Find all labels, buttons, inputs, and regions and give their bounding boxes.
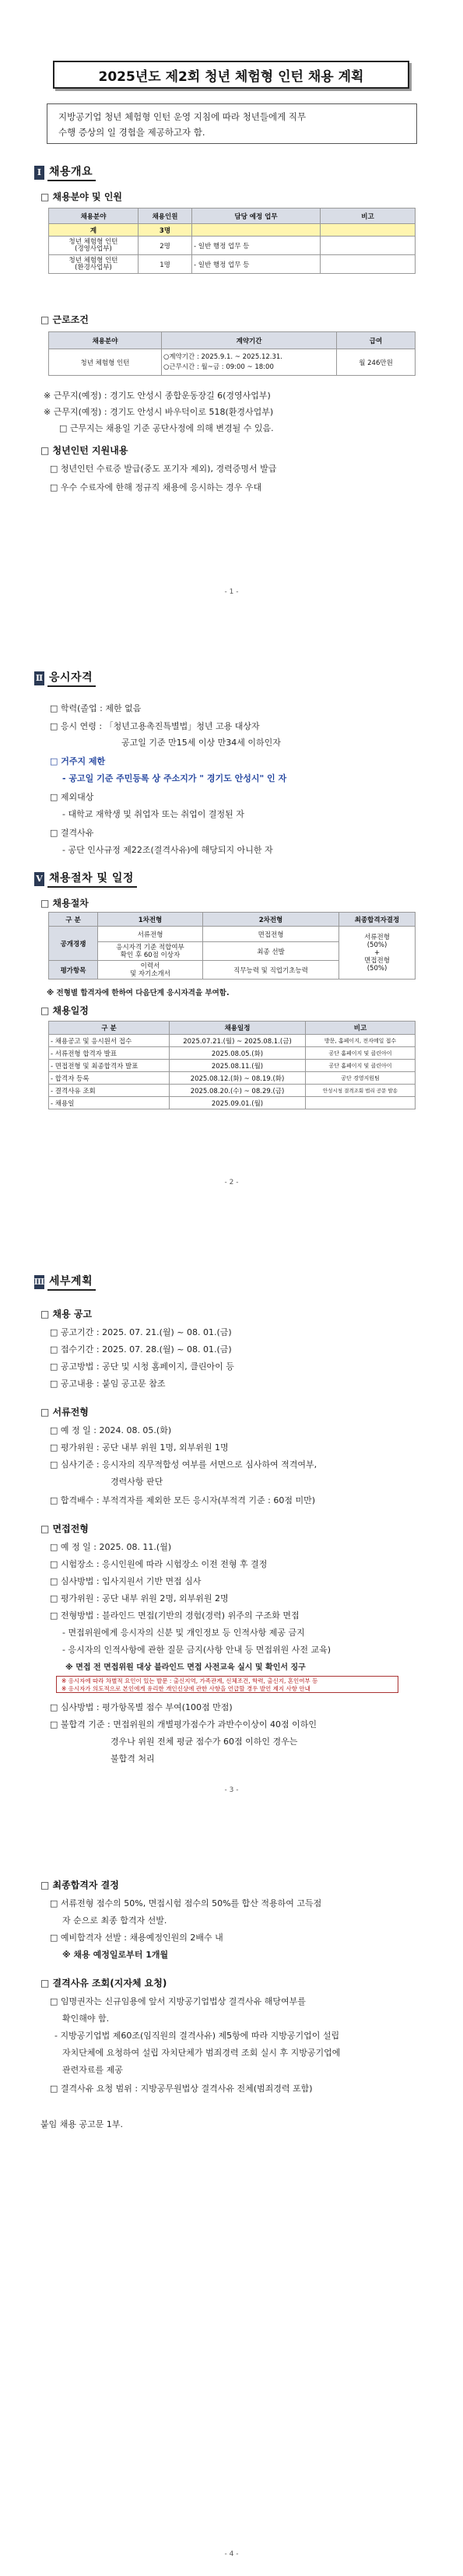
- th: 계약기간: [162, 332, 337, 349]
- detail-line: 경우나 위원 전체 평균 점수가 60점 이하인 경우는: [110, 1737, 298, 1747]
- detail-line: □ 공고방법 : 공단 및 시청 홈페이지, 클린아이 등: [50, 1362, 234, 1372]
- th: 평가항목: [49, 961, 98, 980]
- th: 채용분야: [49, 332, 162, 349]
- td: - 일반 행정 업무 등: [192, 255, 321, 274]
- recruit-table: [48, 208, 416, 274]
- detail-line: □ 임명권자는 신규임용에 앞서 지방공기업법상 결격사유 해당여부를: [50, 1996, 306, 2006]
- td: 2025.09.01.(월): [170, 1097, 306, 1109]
- td: 직무능력 및 직업기초능력: [203, 961, 339, 980]
- intro-box: [47, 103, 417, 144]
- td: [321, 224, 416, 237]
- td: [306, 1097, 416, 1109]
- detail-line: □ 심사방법 : 입사지원서 기반 면접 심사: [50, 1576, 202, 1586]
- work-hours: ○근무시간 : 월~금 : 09:00 ~ 18:00: [163, 363, 274, 371]
- detail-line: □ 예 정 일 : 2025. 08. 11.(월): [50, 1542, 172, 1552]
- subheading-support: □ 청년인턴 지원내용: [40, 445, 128, 456]
- section-4-heading: [34, 1273, 96, 1291]
- detail-line: □ 예비합격자 선발 : 채용예정인원의 2배수 내: [50, 1933, 223, 1943]
- detail-line: 자치단체에 요청하여 설립 자치단체가 범죄경력 조회 실시 후 지방공기업에: [62, 2048, 341, 2058]
- td: - 채용일: [49, 1097, 170, 1109]
- detail-line: □ 공고기간 : 2025. 07. 21.(월) ~ 08. 01.(금): [50, 1327, 232, 1337]
- detail-line: □ 서류전형 점수의 50%, 면접시험 점수의 50%를 합산 적용하여 고득점: [50, 1898, 322, 1908]
- detail-line: ※ 채용 예정일로부터 1개월: [62, 1950, 169, 1960]
- subheading-schedule: □ 채용일정: [40, 1005, 89, 1016]
- td: 공단 경영지원팀: [306, 1072, 416, 1085]
- residence-heading: □ 거주지 제한: [50, 756, 106, 766]
- detail-line: □ 평가위원 : 공단 내부 위원 1명, 외부위원 1명: [50, 1442, 229, 1453]
- detail-line: □ 결격사유 요청 범위 : 지방공무원법상 결격사유 전체(범죄경력 포함): [50, 2084, 313, 2094]
- detail-line: 경력사항 판단: [110, 1477, 163, 1487]
- section-title: 세부계획: [47, 1273, 96, 1291]
- td: 2025.07.21.(월) ~ 2025.08.1.(금): [170, 1035, 306, 1047]
- detail-line: 자 순으로 최종 합격자 선발.: [62, 1915, 167, 1926]
- td: 공단 홈페이지 및 클린아이: [306, 1047, 416, 1060]
- detail-line: - 응시자의 인적사항에 관한 질문 금지(사항 안내 등 면접위원 사전 교육): [62, 1645, 331, 1655]
- td: 계: [49, 224, 139, 237]
- page-title: 2025년도 제2회 청년 체험형 인턴 채용 계획: [53, 61, 409, 89]
- td: - 일반 행정 업무 등: [192, 237, 321, 255]
- workplace-note-2: ※ 근무지(예정) : 경기도 안성시 바우덕이로 518(환경사업부): [44, 407, 274, 417]
- th: 최종합격자결정: [339, 913, 416, 927]
- td: 최종 선발: [203, 942, 339, 961]
- td: 이력서 및 자기소개서: [98, 961, 203, 980]
- support-line: □ 우수 수료자에 한해 정규직 채용에 응시하는 경우 우대: [50, 482, 262, 492]
- th: 1차전형: [98, 913, 203, 927]
- td: 2025.08.12.(화) ~ 08.19.(화): [170, 1072, 306, 1085]
- subheading-procedure: □ 채용절차: [40, 898, 89, 909]
- detail-line: □ 합격배수 : 부적격자를 제외한 모든 응시자(부적격 기준 : 60점 미만): [50, 1495, 315, 1505]
- th: 채용분야: [49, 209, 139, 224]
- td: [321, 237, 416, 255]
- th: 채용인원: [139, 209, 192, 224]
- td: - 합격자 등록: [49, 1072, 170, 1085]
- qualification-line: □ 응시 연령 : 「청년고용촉진특별법」청년 고용 대상자: [50, 721, 260, 731]
- td: 청년 체험형 인턴 (환경사업부): [49, 255, 139, 274]
- th: 구 분: [49, 1022, 170, 1035]
- subheading-final-decision: □ 최종합격자 결정: [40, 1880, 119, 1891]
- contract-period: ○계약기간 : 2025.9.1. ~ 2025.12.31.: [163, 352, 282, 361]
- td: [192, 224, 321, 237]
- section-number: Ⅴ: [34, 872, 44, 886]
- qualification-line: □ 학력(졸업 : 제한 없음: [50, 703, 142, 713]
- work-conditions-table: [48, 331, 416, 376]
- page-number: - 2 -: [224, 1179, 239, 1186]
- section-number: Ⅱ: [34, 671, 44, 685]
- td: - 서류전형 합격자 발표: [49, 1047, 170, 1060]
- qualification-line: - 공단 인사규정 제22조(결격사유)에 해당되지 아니한 자: [62, 845, 273, 855]
- detail-line: □ 전형방법 : 블라인드 면접(기반의 경험(경력) 위주의 구조화 면접: [50, 1610, 300, 1621]
- qualification-line: □ 제외대상: [50, 792, 94, 802]
- subheading-document-screening: □ 서류전형: [40, 1407, 89, 1418]
- attachment-line: 붙임 채용 공고문 1부.: [40, 2119, 123, 2129]
- subheading-announcement: □ 채용 공고: [40, 1309, 93, 1320]
- td: 면접전형: [203, 927, 339, 942]
- section-number: Ⅰ: [34, 166, 44, 180]
- page-number: - 1 -: [224, 588, 239, 596]
- th: 공개경쟁: [49, 927, 98, 961]
- workplace-note-3: □ 근무지는 채용일 기준 공단사정에 의해 변경될 수 있음.: [59, 423, 274, 433]
- section-number: Ⅲ: [34, 1275, 44, 1289]
- td: 응시자격 기준 적합여부 확인 후 60점 이상자: [98, 942, 203, 961]
- td: 청년 체험형 인턴 (경영사업부): [49, 237, 139, 255]
- section-title: 응시자격: [47, 669, 96, 687]
- detail-line: □ 평가위원 : 공단 내부 위원 2명, 외부위원 2명: [50, 1593, 229, 1603]
- th: 구 분: [49, 913, 98, 927]
- section-3-heading: [34, 870, 137, 888]
- detail-line: □ 공고내용 : 붙임 공고문 참조: [50, 1379, 166, 1389]
- caution-line: ※ 응시자에 따라 차별적 요인이 있는 발문 : 출신지역, 가족관계, 신체조건, 학력, 출신지, 혼인여부 등: [61, 1677, 318, 1684]
- td: 서류전형: [98, 927, 203, 942]
- th: 비고: [321, 209, 416, 224]
- detail-line: 관련자료를 제공: [62, 2065, 123, 2075]
- td: 2명: [139, 237, 192, 255]
- qualification-line: - 대학교 재학생 및 취업자 또는 취업이 결정된 자: [62, 809, 244, 819]
- td: 공단 홈페이지 및 클린아이: [306, 1060, 416, 1072]
- td: 1명: [139, 255, 192, 274]
- detail-line: □ 심사방법 : 평가항목별 점수 부여(100점 만점): [50, 1702, 233, 1712]
- intro-line: 수행 증상의 일 경험을 제공하고자 함.: [58, 127, 205, 138]
- qualification-line: □ 결격사유: [50, 828, 94, 838]
- subheading-disqualification: □ 결격사유 조회(지자체 요청): [40, 1978, 167, 1989]
- detail-line: □ 시험장소 : 응시인원에 따라 시험장소 이전 전형 후 결정: [50, 1559, 268, 1569]
- detail-line: □ 예 정 일 : 2024. 08. 05.(화): [50, 1425, 172, 1435]
- td: 안성시청 결격조회 법리 공문 발송: [306, 1085, 416, 1097]
- td: 청년 체험형 인턴: [49, 349, 162, 376]
- td: 방문, 홈페이지, 전자메일 접수: [306, 1035, 416, 1047]
- td: 3명: [139, 224, 192, 237]
- detail-line: - 면접위원에게 응시자의 신분 및 개인정보 등 인적사항 제공 금지: [62, 1628, 305, 1638]
- th: 채용일정: [170, 1022, 306, 1035]
- td: [162, 349, 337, 376]
- td: 2025.08.05.(화): [170, 1047, 306, 1060]
- td: [321, 255, 416, 274]
- section-title: 채용개요: [47, 163, 96, 181]
- subheading-work-conditions: □ 근로조건: [40, 314, 89, 325]
- detail-line: 불합격 처리: [110, 1754, 155, 1764]
- page-number: - 3 -: [224, 1786, 239, 1794]
- td: 2025.08.11.(월): [170, 1060, 306, 1072]
- th: 2차전형: [203, 913, 339, 927]
- detail-line: □ 불합격 기준 : 면접위원의 개별평가점수가 과반수이상이 40점 이하인: [50, 1719, 317, 1730]
- caution-line: ※ 응시자가 의도적으로 본인에게 유리한 개인신상에 관한 사항을 언급할 경우 발언 제지 사항 안내: [61, 1685, 310, 1692]
- td: 2025.08.20.(수) ~ 08.29.(금): [170, 1085, 306, 1097]
- td: - 채용공고 및 응시원서 접수: [49, 1035, 170, 1047]
- td: 서류전형 (50%) + 면접전형 (50%): [339, 927, 416, 980]
- support-line: □ 청년인턴 수료증 발급(중도 포기자 제외), 경력증명서 발급: [50, 464, 277, 474]
- workplace-note-1: ※ 근무지(예정) : 경기도 안성시 종합운동장길 6(경영사업부): [44, 391, 271, 401]
- subheading-interview: □ 면접전형: [40, 1523, 89, 1534]
- schedule-table: [48, 1021, 416, 1109]
- td: 월 246만원: [337, 349, 416, 376]
- detail-line: - 지방공기업법 제60조(임직원의 결격사유) 제5항에 따라 지방공기업이 설립: [54, 2031, 340, 2041]
- qualification-line: 공고일 기준 만15세 이상 만34세 이하인자: [121, 738, 281, 748]
- detail-line: □ 접수기간 : 2025. 07. 28.(월) ~ 08. 01.(금): [50, 1344, 232, 1355]
- section-1-heading: [34, 163, 96, 181]
- section-2-heading: [34, 669, 96, 687]
- td: - 면접전형 및 최종합격자 발표: [49, 1060, 170, 1072]
- td: - 결격사유 조회: [49, 1085, 170, 1097]
- subheading-recruit-field: □ 채용분야 및 인원: [40, 191, 123, 202]
- intro-line: 지방공기업 청년 체험형 인턴 운영 지침에 따라 청년들에게 직무: [58, 111, 307, 122]
- th: 담당 예정 업무: [192, 209, 321, 224]
- page-number: - 4 -: [224, 2550, 239, 2558]
- detail-line: ※ 면접 전 면접위원 대상 블라인드 면접 사전교육 실시 및 확인서 징구: [65, 1663, 306, 1672]
- th: 급여: [337, 332, 416, 349]
- th: 비고: [306, 1022, 416, 1035]
- caution-box: [56, 1676, 398, 1693]
- section-title: 채용절차 및 일정: [47, 870, 137, 888]
- detail-line: 확인해야 함.: [62, 2013, 110, 2024]
- residence-line: - 공고일 기준 주민등록 상 주소지가 " 경기도 안성시" 인 자: [62, 773, 287, 783]
- procedure-note: ※ 전형별 합격자에 한하여 다음단계 응시자격을 부여함.: [47, 989, 230, 997]
- procedure-table: [48, 912, 416, 980]
- detail-line: □ 심사기준 : 응시자의 직무적합성 여부를 서면으로 심사하여 적격여부,: [50, 1460, 317, 1470]
